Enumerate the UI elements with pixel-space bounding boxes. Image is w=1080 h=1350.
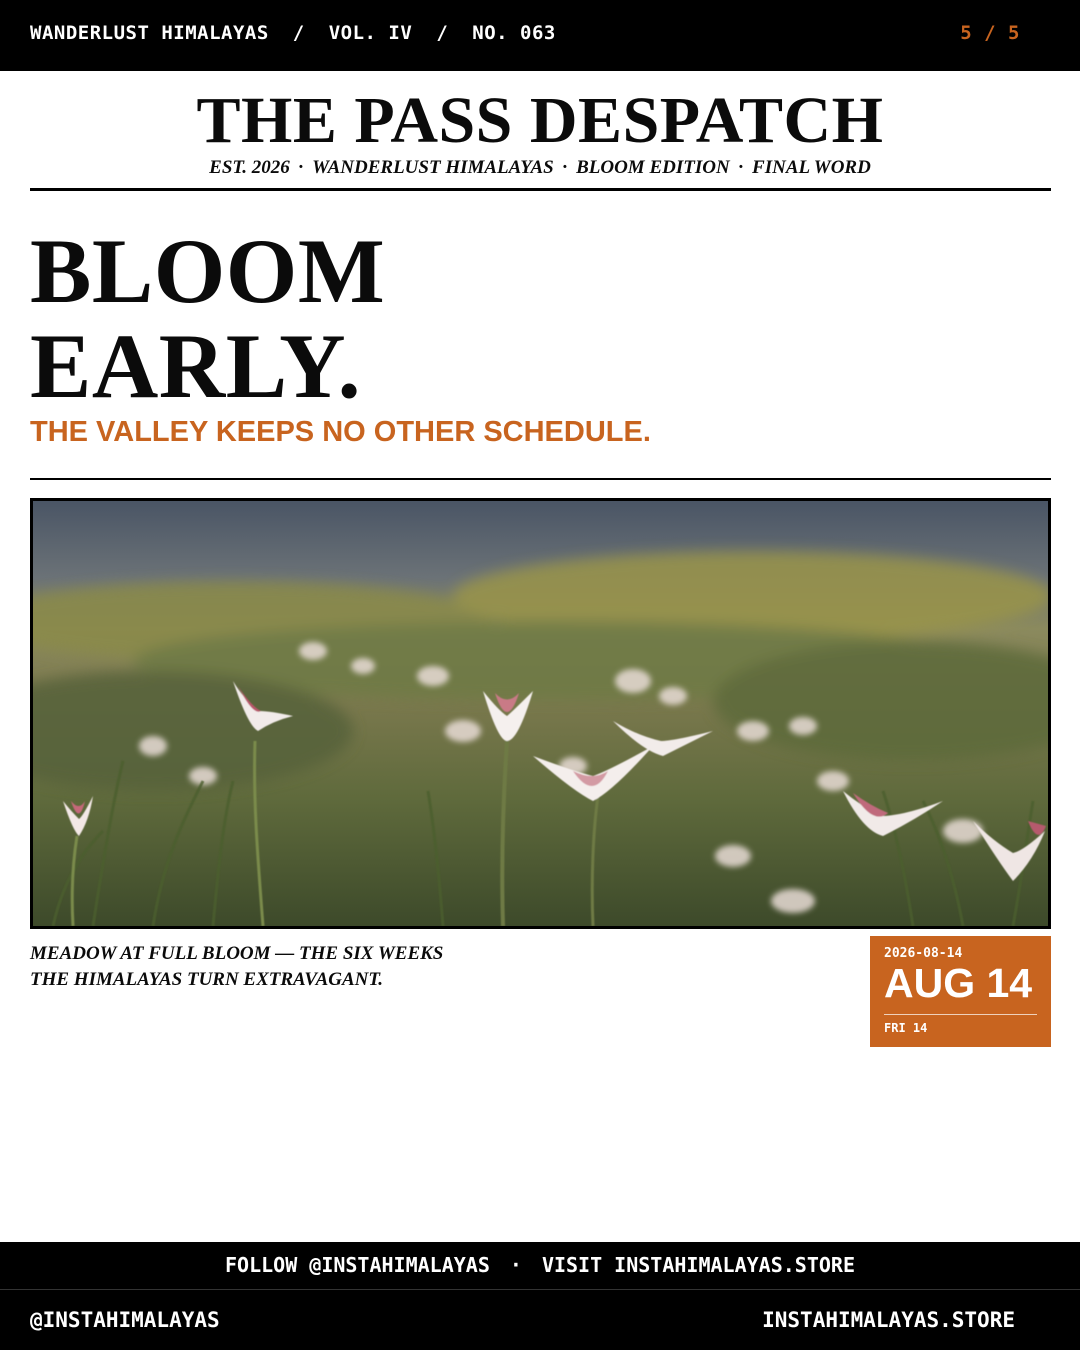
footer-cta (0, 1242, 1080, 1289)
date-iso: 2026-08-14 (884, 946, 963, 961)
issue-breadcrumb (30, 22, 556, 44)
headline-kicker: THE VALLEY KEEPS NO OTHER SCHEDULE. (30, 416, 651, 448)
masthead-sub-separator: · (561, 157, 569, 178)
breadcrumb-separator: / (436, 22, 449, 44)
volume-label: VOL. IV (328, 22, 413, 44)
headline (30, 220, 386, 417)
masthead-sub-item: FINAL WORD (752, 157, 871, 178)
date-weekday: FRI 14 (884, 1021, 928, 1035)
footer-bar (0, 1290, 1080, 1350)
top-bar (0, 0, 1080, 71)
masthead-sub-separator: · (737, 157, 745, 178)
page-indicator: 5 / 5 (960, 22, 1020, 44)
date-divider (884, 1014, 1037, 1015)
masthead-title: THE PASS DESPATCH (196, 84, 884, 157)
follow-link[interactable]: FOLLOW @INSTAHIMALAYAS (224, 1253, 490, 1277)
headline-line-1: BLOOM (30, 220, 386, 322)
publication-name: WANDERLUST HIMALAYAS (30, 22, 269, 44)
meadow-photo (30, 498, 1051, 929)
photo-caption (30, 941, 510, 993)
visit-link[interactable]: VISIT INSTAHIMALAYAS.STORE (541, 1253, 856, 1277)
masthead-sub-item: WANDERLUST HIMALAYAS (312, 157, 554, 178)
date-badge (870, 936, 1051, 1047)
footer-separator: · (509, 1253, 522, 1277)
masthead-rule (30, 188, 1051, 191)
masthead-sub-item: BLOOM EDITION (576, 157, 730, 178)
caption-line-1: MEADOW AT FULL BLOOM — THE SIX WEEKS (30, 943, 444, 964)
meadow-flowers-photo (33, 501, 1048, 926)
headline-line-2: EARLY. (30, 315, 362, 417)
store-link[interactable]: INSTAHIMALAYAS.STORE (762, 1308, 1015, 1332)
date-display: AUG 14 (884, 960, 1033, 1006)
breadcrumb-separator: / (292, 22, 305, 44)
section-rule (30, 478, 1051, 480)
masthead-subtitle (0, 157, 1080, 179)
masthead-sub-item: EST. 2026 (209, 157, 290, 178)
social-handle-link[interactable]: @INSTAHIMALAYAS (30, 1308, 220, 1332)
masthead-sub-separator: · (297, 157, 305, 178)
issue-number: NO. 063 (472, 22, 556, 44)
caption-line-2: THE HIMALAYAS TURN EXTRAVAGANT. (30, 969, 383, 990)
